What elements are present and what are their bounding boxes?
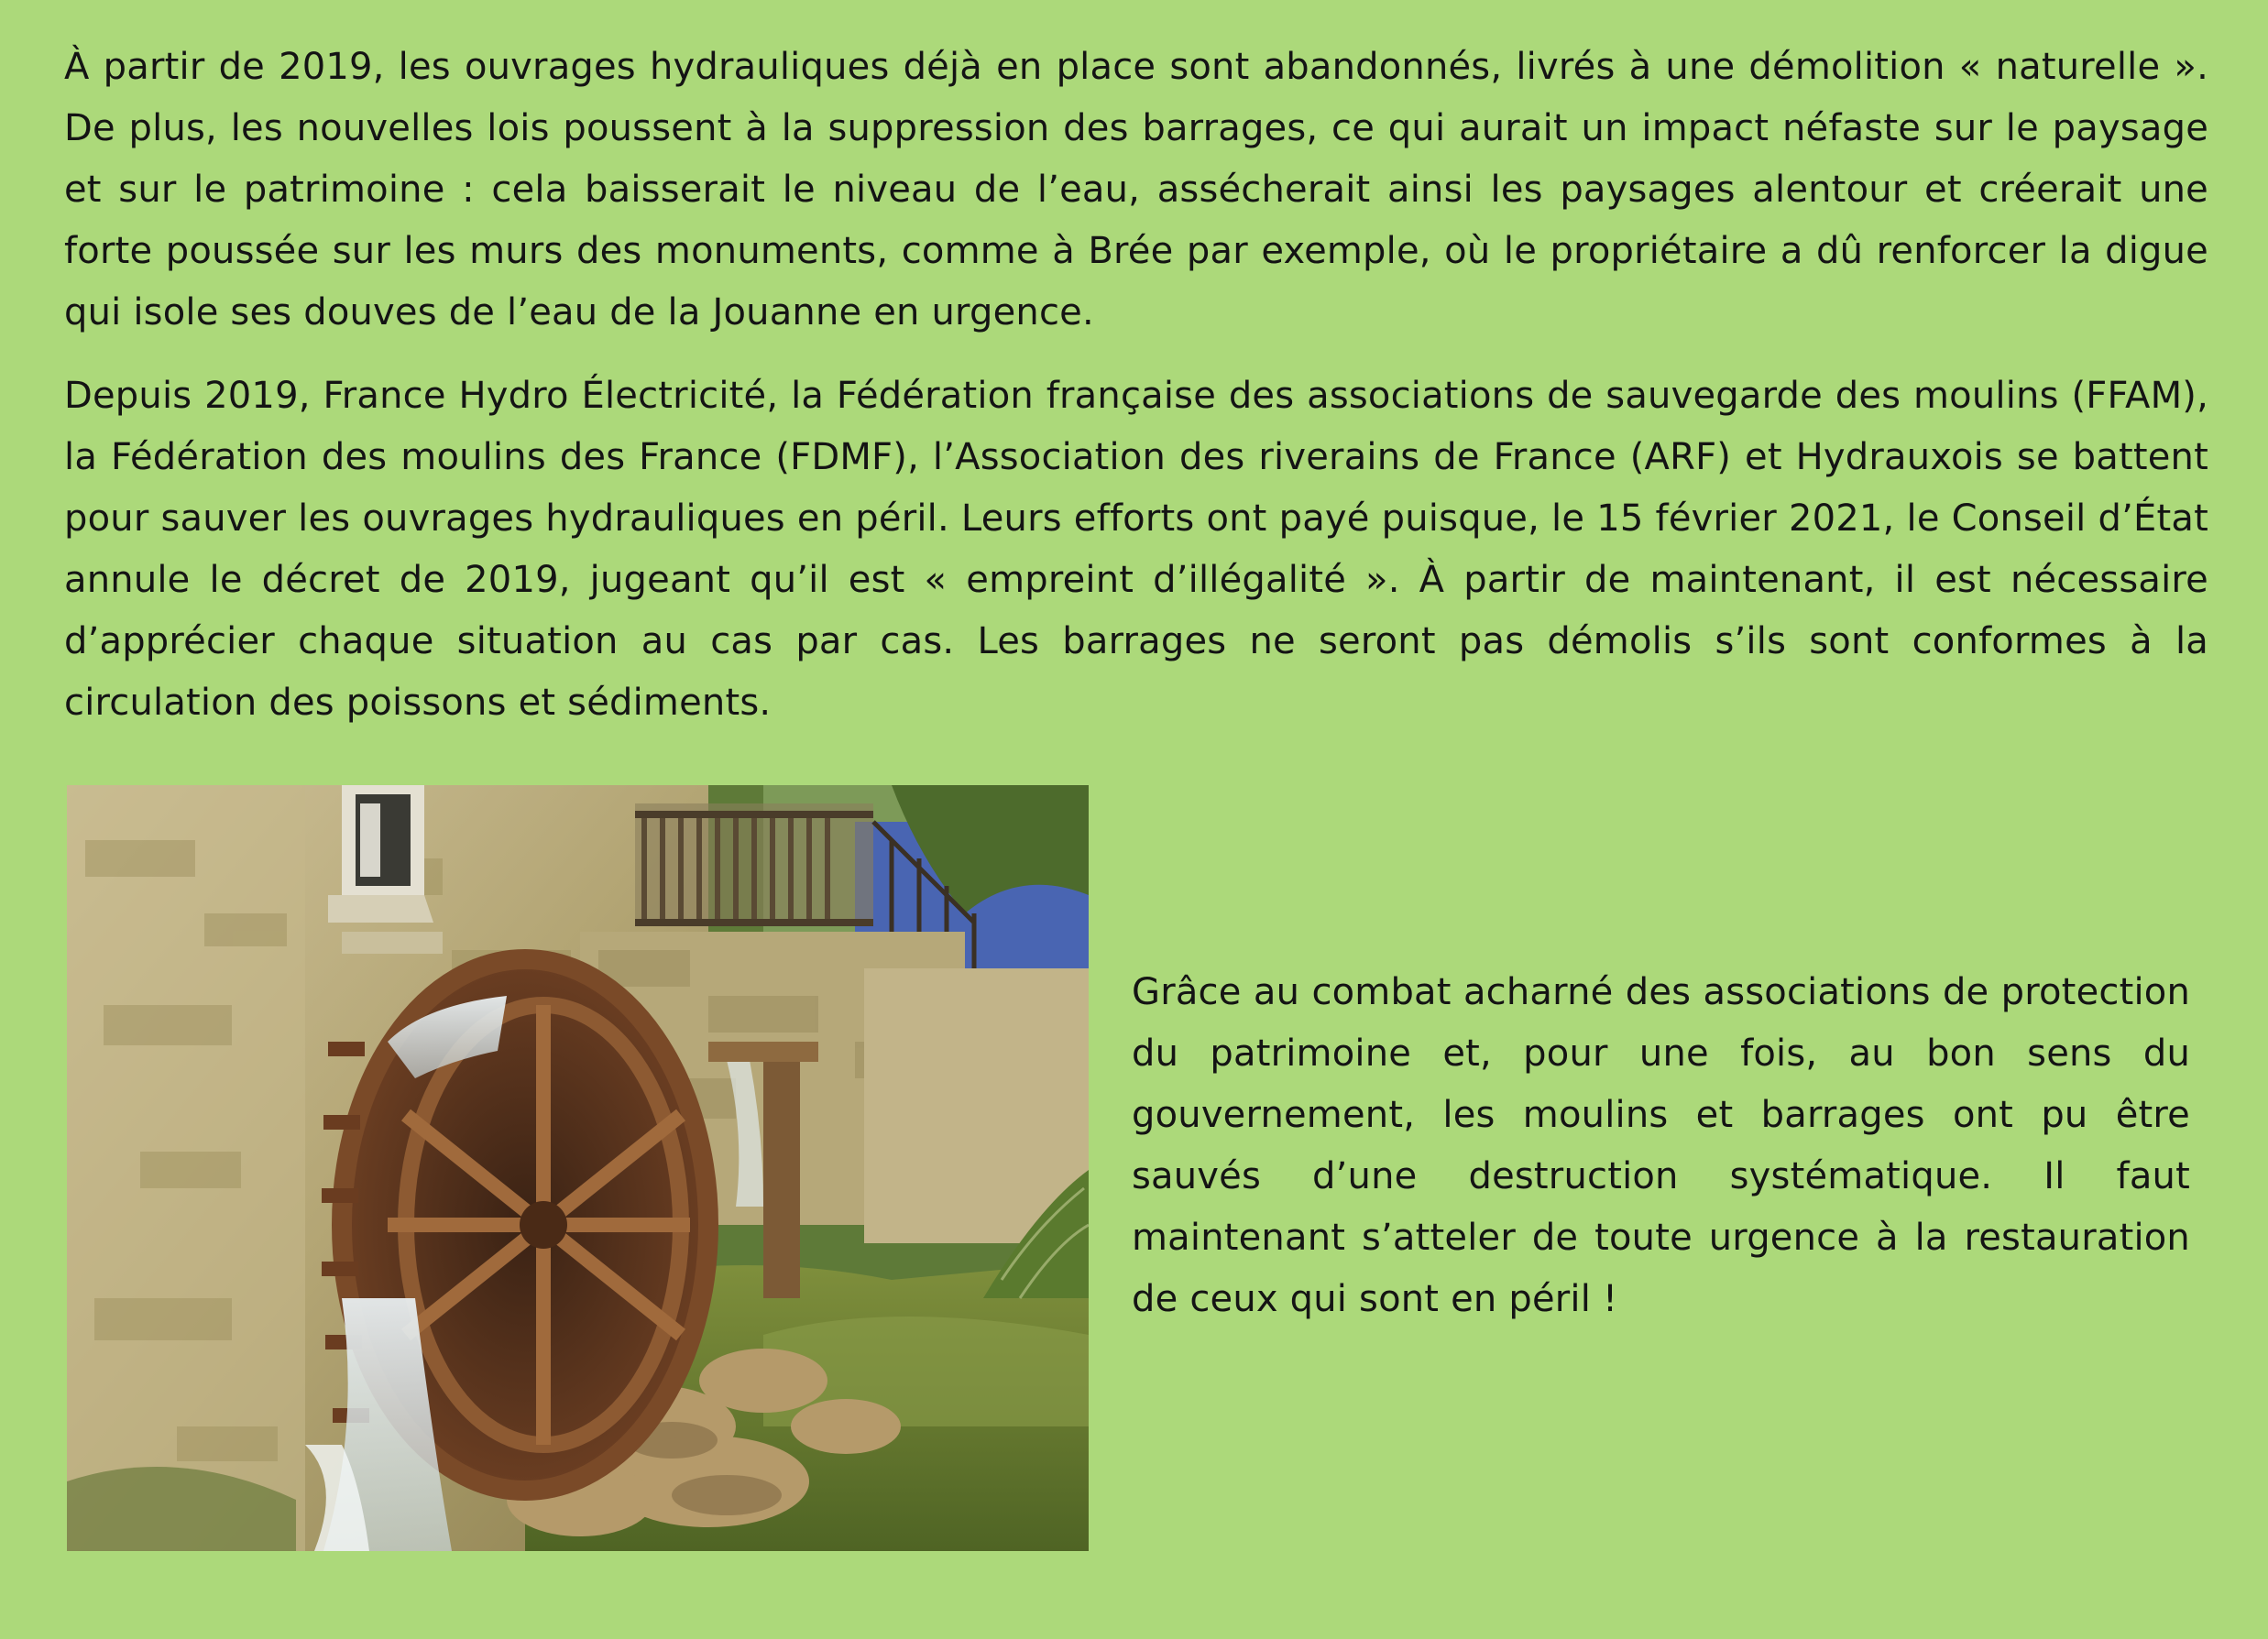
- water-mill-photo: [67, 785, 1089, 1551]
- conclusion-paragraph: Grâce au combat acharné des associations de protection du patrimoine et, pour une fois, au bon sens du gouvernement, les moulins et barrages ont pu être sauvés d’une destruction systématique. Il faut maintenant s’atteler de toute urgence à la restauration de ceux qui sont en péril !: [1132, 971, 2190, 1320]
- water-mill-wheel-icon: [67, 785, 1089, 1551]
- paragraph-council-decision: Depuis 2019, France Hydro Électricité, la Fédération française des associations de sauvegarde des moulins (FFAM), la Fédération des moulins des France (FDMF), l’Association des riverains de France (ARF) et Hydrauxois se battent pour sauver les ouvrages hydrauliques en péril. Leurs efforts ont payé puisque, le 15 février 2021, le Conseil d’État annule le décret de 2019, jugeant qu’il est « empreint d’illégalité ». À partir de maintenant, il est nécessaire d’apprécier chaque situation au cas par cas. Les barrages ne seront pas démolis s’ils sont conformes à la circulation des poissons et sédiments.: [64, 375, 2208, 724]
- paragraph-abandonment: À partir de 2019, les ouvrages hydrauliques déjà en place sont abandonnés, livrés à une démolition « naturelle ». De plus, les nouvelles lois poussent à la suppression des barrages, ce qui aurait un impact néfaste sur le paysage et sur le patrimoine : cela baisserait le niveau de l’eau, assécherait ainsi les paysages alentour et créerait une forte poussée sur les murs des monuments, comme à Brée par exemple, où le propriétaire a dû renforcer la digue qui isole ses douves de l’eau de la Jouanne en urgence.: [64, 46, 2208, 333]
